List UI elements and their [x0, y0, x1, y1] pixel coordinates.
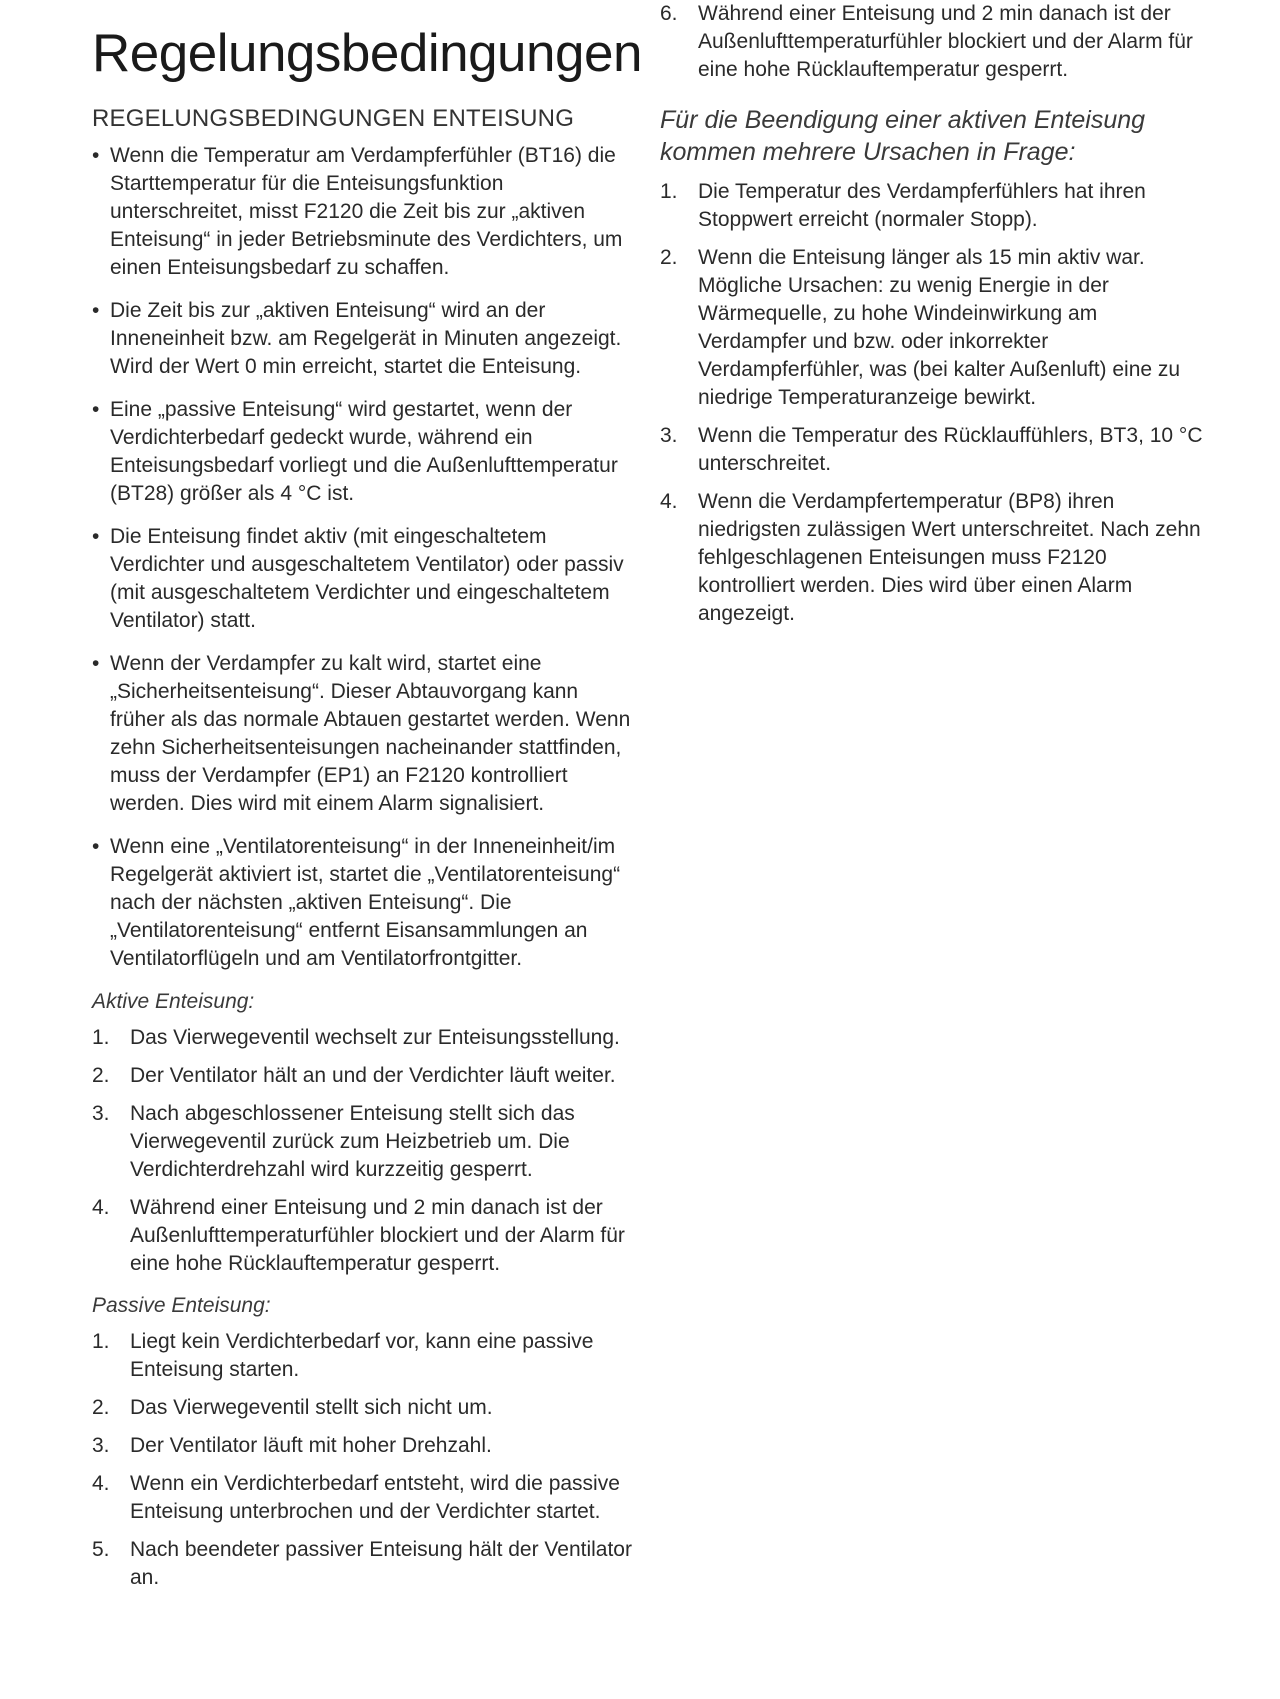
- bullet-item: • Wenn die Temperatur am Verdampferfühler (BT16) die Starttemperatur für die Enteisungsfunktion unterschreitet, misst F2120 die Zeit bis zur „aktiven Enteisung“ in jeder Betriebsminute des Verdichters, um einen Enteisungsbedarf zu schaffen.: [92, 142, 636, 282]
- defrost-conditions-list: [92, 142, 636, 973]
- step-item: [92, 1328, 636, 1384]
- step-item: [660, 244, 1208, 412]
- step-text: Wenn ein Verdichterbedarf entsteht, wird die passive Enteisung unterbrochen und der Verdichter startet.: [130, 1472, 620, 1523]
- step-item: [92, 1536, 636, 1592]
- step-item: [92, 1432, 636, 1460]
- step-text: Während einer Enteisung und 2 min danach ist der Außenlufttemperaturfühler blockiert und der Alarm für eine hohe Rücklauftemperatur gesperrt.: [130, 1196, 625, 1275]
- step-item: [660, 488, 1208, 628]
- step-number: 2.: [92, 1064, 110, 1087]
- step-number: 1.: [92, 1330, 110, 1353]
- step-item: [92, 1062, 636, 1090]
- step-item: [92, 1394, 636, 1422]
- step-text: Während einer Enteisung und 2 min danach ist der Außenlufttemperaturfühler blockiert und der Alarm für eine hohe Rücklauftemperatur gesperrt.: [698, 2, 1193, 81]
- step-text: Nach beendeter passiver Enteisung hält der Ventilator an.: [130, 1538, 632, 1589]
- left-column: [92, 0, 642, 1602]
- step-number: 3.: [92, 1102, 110, 1125]
- step-number: 4.: [92, 1472, 110, 1495]
- active-defrost-steps: [92, 1024, 636, 1278]
- page-title: Regelungsbedingungen: [92, 24, 642, 83]
- step-number: 2.: [660, 246, 678, 269]
- step-item: [92, 1194, 636, 1278]
- step-number: 2.: [92, 1396, 110, 1419]
- step-text: Der Ventilator hält an und der Verdichter läuft weiter.: [130, 1064, 616, 1087]
- step-number: 1.: [92, 1026, 110, 1049]
- termination-heading: Für die Beendigung einer aktiven Enteisung kommen mehrere Ursachen in Frage:: [660, 106, 1146, 166]
- step-item: [92, 1024, 636, 1052]
- step-number: 5.: [92, 1538, 110, 1561]
- step-item: [92, 1470, 636, 1526]
- section-subtitle: REGELUNGSBEDINGUNGEN ENTEISUNG: [92, 105, 575, 132]
- step-number: 4.: [92, 1196, 110, 1219]
- step-number: 6.: [660, 2, 678, 25]
- step-number: 1.: [660, 180, 678, 203]
- bullet-item: • Wenn eine „Ventilatorenteisung“ in der Inneneinheit/im Regelgerät aktiviert ist, startet die „Ventilatorenteisung“ nach der nächsten „aktiven Enteisung“. Die „Ventilatorenteisung“ entfernt Eisansammlungen an Ventilatorflügeln und am Ventilatorfrontgitter.: [92, 833, 636, 973]
- bullet-item: • Eine „passive Enteisung“ wird gestartet, wenn der Verdichterbedarf gedeckt wurde, während ein Enteisungsbedarf vorliegt und die Außenlufttemperatur (BT28) größer als 4 °C ist.: [92, 396, 636, 508]
- active-defrost-label: Aktive Enteisung:: [92, 990, 255, 1013]
- step-text: Wenn die Temperatur des Rücklauffühlers, BT3, 10 °C unterschreitet.: [698, 424, 1203, 475]
- step-text: Wenn die Enteisung länger als 15 min aktiv war. Mögliche Ursachen: zu wenig Energie in der Wärmequelle, zu hohe Windeinwirkung am Verdampfer und bzw. oder inkorrekter Verdampferfühler, was (bei kalter Außenluft) eine zu niedrige Temperaturanzeige bewirkt.: [698, 246, 1181, 409]
- step-text: Das Vierwegeventil stellt sich nicht um.: [130, 1396, 493, 1419]
- step-text: Nach abgeschlossener Enteisung stellt sich das Vierwegeventil zurück zum Heizbetrieb um. Die Verdichterdrehzahl wird kurzzeitig gesperrt.: [130, 1102, 575, 1181]
- passive-defrost-steps: [92, 1328, 636, 1592]
- step-text: Der Ventilator läuft mit hoher Drehzahl.: [130, 1434, 492, 1457]
- step-text: Liegt kein Verdichterbedarf vor, kann eine passive Enteisung starten.: [130, 1330, 594, 1381]
- termination-steps: [660, 178, 1208, 628]
- step-item: [660, 0, 1208, 84]
- step-item: [92, 1100, 636, 1184]
- bullet-item: • Die Zeit bis zur „aktiven Enteisung“ wird an der Inneneinheit bzw. am Regelgerät in Minuten angezeigt. Wird der Wert 0 min erreicht, startet die Enteisung.: [92, 297, 636, 381]
- step-text: Das Vierwegeventil wechselt zur Enteisungsstellung.: [130, 1026, 620, 1049]
- step-item: [660, 422, 1208, 478]
- step-number: 4.: [660, 490, 678, 513]
- passive-defrost-label: Passive Enteisung:: [92, 1294, 271, 1317]
- step-item: [660, 178, 1208, 234]
- step-text: Die Temperatur des Verdampferfühlers hat ihren Stoppwert erreicht (normaler Stopp).: [698, 180, 1146, 231]
- bullet-item: • Die Enteisung findet aktiv (mit eingeschaltetem Verdichter und ausgeschaltetem Ventilator) oder passiv (mit ausgeschaltetem Verdichter und eingeschaltetem Ventilator) statt.: [92, 523, 636, 635]
- right-column: [660, 0, 1208, 638]
- step-text: Wenn die Verdampfertemperatur (BP8) ihren niedrigsten zulässigen Wert unterschreitet. Nach zehn fehlgeschlagenen Enteisungen muss F2120 kontrolliert werden. Dies wird über einen Alarm angezeigt.: [698, 490, 1201, 625]
- step-number: 3.: [660, 424, 678, 447]
- step-number: 3.: [92, 1434, 110, 1457]
- passive-defrost-steps-continued: [660, 0, 1208, 84]
- bullet-item: • Wenn der Verdampfer zu kalt wird, startet eine „Sicherheitsenteisung“. Dieser Abtauvorgang kann früher als das normale Abtauen gestartet werden. Wenn zehn Sicherheitsenteisungen nacheinander stattfinden, muss der Verdampfer (EP1) an F2120 kontrolliert werden. Dies wird mit einem Alarm signalisiert.: [92, 650, 636, 818]
